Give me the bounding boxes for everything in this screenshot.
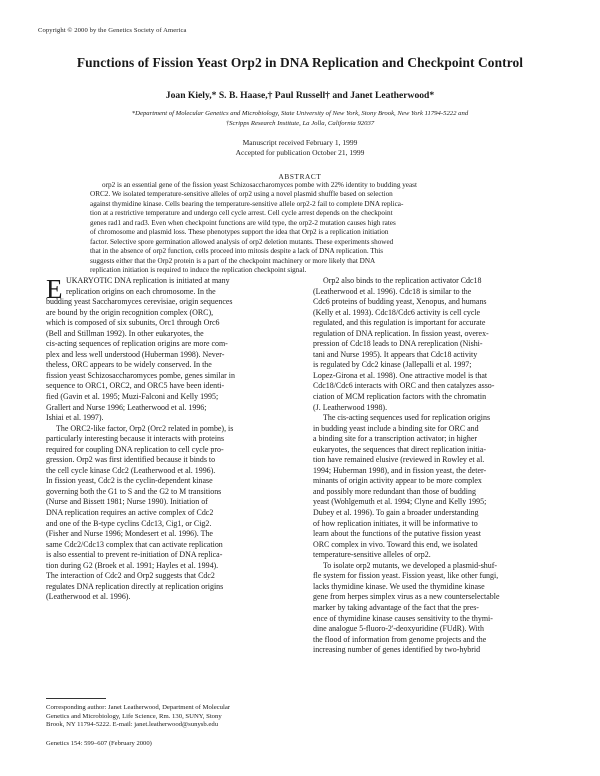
- body-text-line: temperature-sensitive alleles of orp2.: [313, 550, 431, 560]
- body-text-line: regulated, and this regulation is important for accurate: [313, 318, 486, 328]
- body-text-line: (Leatherwood et al. 1996).: [46, 592, 131, 602]
- body-text-line: ence of thymidine kinase causes sensitivity to the thymi-: [313, 613, 493, 623]
- body-text-line: (Bell and Stillman 1992). In other eukaryotes, the: [46, 328, 204, 338]
- body-text-line: fle system for fission yeast. Fission yeast, like other fungi,: [313, 571, 499, 581]
- body-text-line: gression. Orp2 was first identified because it binds to: [46, 455, 216, 465]
- body-text-line: The ORC2-like factor, Orp2 (Orc2 related in pombe), is: [56, 423, 234, 433]
- abstract-line: factor. Selective spore germination allowed analysis of orp2 deletion mutants. These experiments showed: [90, 237, 394, 246]
- body-text-line: is regulated by Cdc2 kinase (Jallepalli et al. 1997;: [313, 360, 472, 370]
- body-text-line: increasing number of genes identified by two-hybrid: [313, 645, 481, 655]
- article-title: Functions of Fission Yeast Orp2 in DNA Replication and Checkpoint Control: [76, 55, 524, 70]
- body-text-line: tani and Nurse 1995). It appears that Cdc18 activity: [313, 349, 478, 359]
- body-text-line: The interaction of Cdc2 and Orp2 suggests that Cdc2: [46, 571, 215, 581]
- body-text-line: is also essential to prevent re-initiation of DNA replica-: [46, 550, 223, 560]
- body-text-line: the flood of information from genome projects and the: [313, 634, 487, 644]
- body-text-line: In fission yeast, Cdc2 is the cyclin-dependent kinase: [46, 476, 213, 486]
- abstract-line: ORC2. We isolated temperature-sensitive alleles of orp2 using a novel plasmid shuffle based on selection: [90, 190, 393, 199]
- abstract-body: [90, 181, 510, 276]
- affiliation-1: *Department of Molecular Genetics and Microbiology, State University of New York, Stony Brook, New York 11794-5222 and: [131, 110, 469, 117]
- body-text-line: governing both the G1 to S and the G2 to M transitions: [46, 486, 222, 496]
- body-text-line: gene from herpes simplex virus as a new counterselectable: [313, 592, 500, 602]
- body-text-line: and possibly more redundant than those of budding: [313, 486, 476, 496]
- body-text-line: tion during G2 (Broek et al. 1991; Hayles et al. 1994).: [46, 560, 219, 570]
- body-text-line: eukaryotes, the sequences that direct replication initia-: [313, 444, 487, 454]
- abstract-line: tion at a restrictive temperature and undergo cell cycle arrest. Cell cycle arrest depends on the checkpoint: [90, 209, 393, 218]
- body-text-line: (Fisher and Nurse 1996; Mondesert et al. 1996). The: [46, 529, 213, 539]
- journal-citation: Genetics 154: 599–607 (February 2000): [46, 740, 152, 747]
- body-text-line: dine analogue 5-fluoro-2'-deoxyuridine (FUdR). With: [313, 624, 484, 634]
- abstract-line: replication initiation is required to induce the replication checkpoint signal.: [90, 266, 307, 275]
- right-text-column: [313, 276, 561, 656]
- author-list: Joan Kiely,* S. B. Haase,† Paul Russell† and Janet Leatherwood*: [165, 90, 435, 101]
- body-text-line: required for coupling DNA replication to cell cycle pro-: [46, 444, 224, 454]
- abstract-line: genes rad1 and rad3. Even when checkpoint functions are wild type, the orp2-2 mutation causes high rates: [90, 218, 396, 227]
- correspondence-line: Brook, NY 11794-5222. E-mail: janet.leatherwood@sunysb.edu: [46, 721, 219, 729]
- body-text-line: regulation of DNA replication. In fission yeast, overex-: [313, 328, 489, 338]
- body-text-line: Ishiai et al. 1997).: [46, 413, 104, 423]
- affiliation-2: †Scripps Research Institute, La Jolla, California 92037: [225, 119, 375, 127]
- body-text-line: (Nurse and Bissett 1981; Nurse 1990). Initiation of: [46, 497, 208, 507]
- body-text-line: a binding site for a transcription activator; in higher: [313, 434, 477, 444]
- body-text-line: The cis-acting sequences used for replication origins: [323, 413, 491, 423]
- body-text-line: are bound by the origin recognition complex (ORC),: [46, 307, 214, 317]
- footnote-rule: [46, 698, 106, 699]
- body-text-line: budding yeast Saccharomyces cerevisiae, origin sequences: [46, 297, 233, 307]
- affiliations: [0, 109, 600, 128]
- body-text-line: learn about the functions of the putative fission yeast: [313, 529, 481, 539]
- body-text-line: and one of the B-type cyclins Cdc13, Cig1, or Cig2.: [46, 518, 212, 528]
- body-text-line: 1994; Huberman 1998), and in fission yeast, the deter-: [313, 465, 487, 475]
- body-text-line: plex and less well understood (Huberman 1998). Never-: [46, 349, 225, 359]
- body-text-line: tion have remained elusive (reviewed in Rowley et al.: [313, 455, 485, 465]
- abstract-line: against thymidine kinase. Cells bearing the temperature-sensitive allele orp2-2 fail to complete DNA replica-: [90, 199, 404, 208]
- correspondence-line: Genetics and Microbiology, Life Science, Rm. 130, SUNY, Stony: [46, 712, 222, 720]
- abstract-line: orp2 is an essential gene of the fission yeast Schizosaccharomyces pombe with 22% identity to budding yeast: [102, 181, 417, 189]
- body-text-line: (J. Leatherwood 1998).: [313, 402, 388, 412]
- body-text-line: UKARYOTIC DNA replication is initiated at many: [66, 276, 230, 285]
- abstract-line: that in the absence of orp2 function, cells proceed into mitosis despite a lack of DNA replication. This: [90, 247, 384, 256]
- correspondence-line: Corresponding author: Janet Leatherwood, Department of Molecular: [46, 704, 231, 711]
- body-text-line: cis-acting sequences of replication origins are more com-: [46, 339, 228, 349]
- abstract-line: of chromosome and plasmid loss. These phenotypes support the idea that Orp2 is a replication initiation: [90, 228, 389, 237]
- body-text-line: minants of origin activity appear to be more complex: [313, 476, 482, 486]
- body-text-line: DNA replication requires an active complex of Cdc2: [46, 508, 214, 518]
- body-text-line: Dubey et al. 1996). To gain a broader understanding: [313, 508, 479, 518]
- accepted-date: Accepted for publication October 21, 1999: [235, 147, 365, 157]
- copyright-line: Copyright © 2000 by the Genetics Society of America: [38, 27, 187, 34]
- body-text-line: same Cdc2/Cdc13 complex that can activate replication: [46, 539, 223, 549]
- body-text-line: theless, ORC appears to be widely conserved. In the: [46, 360, 212, 370]
- body-text-line: the cell cycle kinase Cdc2 (Leatherwood et al. 1996).: [46, 465, 216, 475]
- abstract-heading: ABSTRACT: [278, 172, 322, 181]
- body-text-line: ciation of MCM replication factors with the chromatin: [313, 392, 487, 402]
- body-text-line: replication origins on each chromosome. In the: [66, 286, 216, 296]
- body-text-line: pression of Cdc18 leads to DNA rereplication (Nishi-: [313, 339, 483, 349]
- body-text-line: (Leatherwood et al. 1996). Cdc18 is similar to the: [313, 286, 472, 296]
- body-text-line: Orp2 also binds to the replication activator Cdc18: [323, 276, 482, 285]
- manuscript-dates: [0, 138, 600, 157]
- body-text-line: fission yeast Schizosaccharomyces pombe, genes similar in: [46, 370, 235, 380]
- drop-cap-letter: E: [46, 274, 63, 304]
- body-text-line: sequence to ORC1, ORC2, and ORC5 have been identi-: [46, 381, 225, 391]
- body-text-line: Lopez-Girona et al. 1998). One attractive model is that: [313, 370, 488, 380]
- body-text-line: (Kelly et al. 1993). Cdc18/Cdc6 activity is cell cycle: [313, 307, 481, 317]
- left-text-column: [46, 276, 294, 603]
- body-text-line: particularly interesting because it interacts with proteins: [46, 434, 225, 444]
- correspondence-footnote: [46, 704, 296, 730]
- body-text-line: ORC complex in vivo. Toward this end, we isolated: [313, 539, 478, 549]
- body-text-line: which is composed of six subunits, Orc1 through Orc6: [46, 318, 220, 328]
- body-text-line: To isolate orp2 mutants, we developed a plasmid-shuf-: [323, 560, 498, 570]
- body-text-line: Cdc18/Cdc6 interacts with ORC and then catalyzes asso-: [313, 381, 495, 391]
- body-text-line: Cdc6 proteins of budding yeast, Xenopus, and humans: [313, 297, 487, 307]
- body-text-line: marker by taking advantage of the fact that the pres-: [313, 602, 479, 612]
- body-text-line: regulates DNA replication directly at replication origins: [46, 581, 224, 591]
- received-date: Manuscript received February 1, 1999: [242, 138, 358, 147]
- abstract-line: suggests either that the Orp2 protein is a part of the checkpoint machinery or more likely that DNA: [90, 256, 376, 265]
- body-text-line: yeast (Wohlgemuth et al. 1994; Clyne and Kelly 1995;: [313, 497, 487, 507]
- body-text-line: lacks thymidine kinase. We used the thymidine kinase: [313, 581, 485, 591]
- body-text-line: in budding yeast include a binding site for ORC and: [313, 423, 479, 433]
- body-text-line: fied (Gavin et al. 1995; Muzi-Falconi and Kelly 1995;: [46, 392, 219, 402]
- body-text-line: Grallert and Nurse 1996; Leatherwood et al. 1996;: [46, 402, 207, 412]
- body-text-line: of how replication initiates, it will be informative to: [313, 518, 478, 528]
